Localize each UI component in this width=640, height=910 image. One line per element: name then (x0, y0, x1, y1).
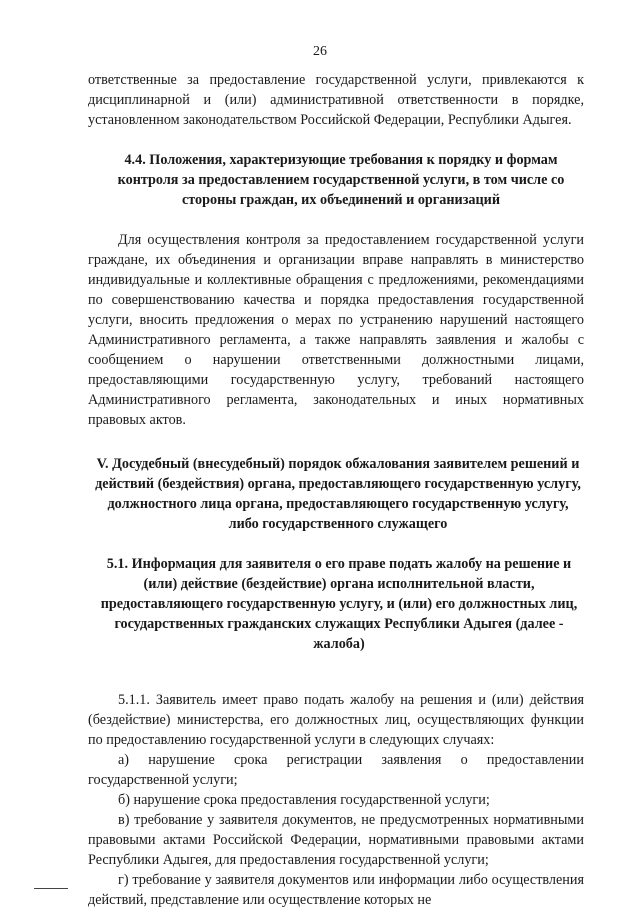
list-item-v: в) требование у заявителя документов, не предусмотренных нормативными правовыми актами Российской Федерации, нормативными правовыми актами Республики Адыгея, для предоставления государственной услуги; (88, 812, 584, 868)
paragraph-5-1-1: 5.1.1. Заявитель имеет право подать жалобу на решения и (или) действия (бездействие) министерства, его должностных лиц, осуществляющих функции по предоставлению государственной услуги в следующих случаях: (88, 692, 584, 748)
paragraph-4-4: Для осуществления контроля за предоставлением государственной услуги граждане, их объединения и организации вправе направлять в министерство индивидуальные и коллективные обращения с предложениями, рекомендациями по совершенствованию качества и порядка предоставления государственной услуги, вносить предложения о мерах по устранению нарушений настоящего Административного регламента, а также направлять заявления и жалобы с сообщением о нарушении ответственными должностными лицами, предоставляющими государственную услугу, требований настоящего Административного регламента, законодательных и иных нормативных правовых актов. (88, 232, 584, 428)
continuation-paragraph: ответственные за предоставление государственной услуги, привлекаются к дисциплинарной и (или) административной ответственности в порядке, установленном законодательством Российской Федерации, Республики Адыгея. (88, 72, 584, 128)
list-item-g: г) требование у заявителя документов или информации либо осуществления действий, представление или осуществление которых не (88, 872, 584, 908)
section-heading-5-1: 5.1. Информация для заявителя о его праве подать жалобу на решение и (или) действие (бездействие) органа исполнительной власти, предоставляющего государственную услугу, и (или) его должностных лиц, государственных гражданских служащих Республики Адыгея (далее - жалоба) (100, 556, 578, 652)
page-number: 26 (313, 44, 327, 59)
list-item-a: а) нарушение срока регистрации заявления о предоставлении государственной услуги; (88, 752, 584, 788)
footer-rule (34, 888, 68, 889)
section-heading-4-4: 4.4. Положения, характеризующие требования к порядку и формам контроля за предоставлением государственной услуги, в том числе со стороны граждан, их объединений и организаций (117, 152, 565, 208)
document-body (88, 70, 584, 910)
list-item-b: б) нарушение срока предоставления государственной услуги; (118, 792, 490, 808)
chapter-heading-v: V. Досудебный (внесудебный) порядок обжалования заявителем решений и действий (бездействия) органа, предоставляющего государственную услугу, должностного лица органа, предоставляющего государственную услугу, либо государственного служащего (95, 456, 581, 532)
